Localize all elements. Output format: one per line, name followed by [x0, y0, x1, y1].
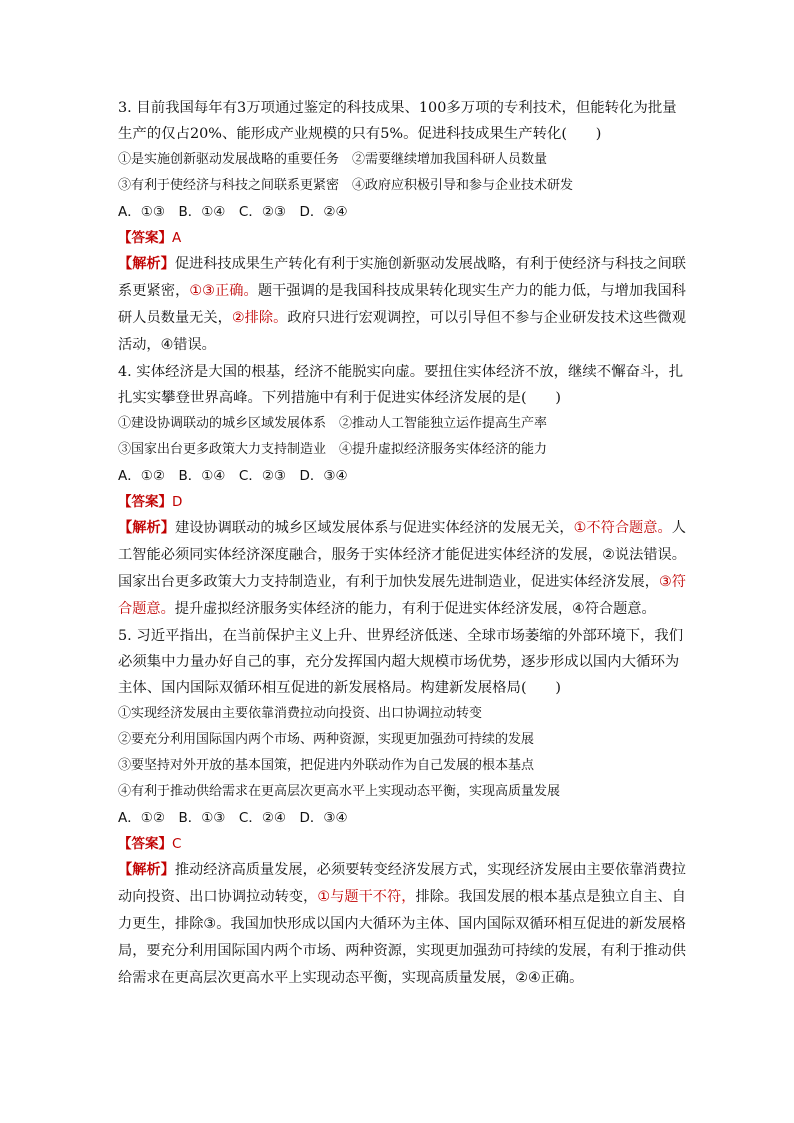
- analysis-highlight: ②排除。: [231, 310, 288, 326]
- analysis-highlight: ③符合题意。: [118, 574, 686, 617]
- analysis-text: 排除。我国发展的根本基点是独立自主、自力更生，排除③。我国加快形成以国内大循环为主体、国内国际双循环相互促进的新发展格局，要充分利用国际国内两个市场、两种资源，实现更加强劲可持续的发展，有利于推动供给需求在更高层次更高水平上实现动态平衡，实现高质量发展，②④正确。: [118, 889, 686, 986]
- analysis: [118, 251, 686, 359]
- option-line: ③有利于使经济与科技之间联系更紧密 ④政府应积极引导和参与企业技术研发: [118, 178, 574, 193]
- option-line: ①是实施创新驱动发展战略的重要任务 ②需要继续增加我国科研人员数量: [118, 152, 548, 167]
- answer-choices: A．①② B．①③ C．②④ D．③④: [118, 810, 348, 826]
- option-line: ③国家出台更多政策大力支持制造业 ④提升虚拟经济服务实体经济的能力: [118, 442, 548, 457]
- question-stem: 3. 目前我国每年有3万项通过鉴定的科技成果、100多万项的专利技术，但能转化为批量生产的仅占20%、能形成产业规模的只有5%。促进科技成果生产转化( ): [118, 100, 677, 142]
- answer-line: [118, 489, 686, 515]
- analysis-text: 推动经济高质量发展，必须要转变经济发展方式，实现经济发展由主要依靠消费拉动向投资、出口协调拉动转变，: [118, 862, 686, 905]
- analysis-text: 政府只进行宏观调控，可以引导但不参与企业研发技术这些微观活动，④错误。: [118, 310, 686, 353]
- question-stem: 5. 习近平指出，在当前保护主义上升、世界经济低迷、全球市场萎缩的外部环境下，我们必须集中力量办好自己的事，充分发挥国内超大规模市场优势，逐步形成以国内大循环为主体、国内国际双循环相互促进的新发展格局。构建新发展格局( ): [118, 628, 684, 696]
- question-4: [118, 359, 686, 623]
- answer-value: C: [172, 836, 182, 852]
- question-stem: 4. 实体经济是大国的根基，经济不能脱实向虚。要扭住实体经济不放，继续不懈奋斗，扎扎实实攀登世界高峰。下列措施中有利于促进实体经济发展的是( ): [118, 364, 684, 406]
- answer-tag: 【答案】: [118, 230, 172, 246]
- analysis-highlight: ①不符合题意。: [573, 520, 672, 536]
- analysis-text: 促进科技成果生产转化有利于实施创新驱动发展战略，有利于使经济与科技之间联系更紧密，: [118, 256, 686, 299]
- question-5: [118, 623, 686, 992]
- document-page: [118, 95, 686, 992]
- analysis-highlight: ①与题干不符，: [317, 889, 416, 905]
- analysis-text: 建设协调联动的城乡区域发展体系与促进实体经济的发展无关，: [174, 520, 574, 536]
- option-line: ①建设协调联动的城乡区域发展体系 ②推动人工智能独立运作提高生产率: [118, 416, 548, 431]
- answer-line: [118, 831, 686, 857]
- analysis-tag: 【解析】: [118, 256, 175, 272]
- answer-tag: 【答案】: [118, 836, 172, 852]
- option-line: ①实现经济发展由主要依靠消费拉动向投资、出口协调拉动转变: [118, 706, 483, 721]
- option-line: ④有利于推动供给需求在更高层次更高水平上实现动态平衡，实现高质量发展: [118, 784, 561, 799]
- analysis-text: 提升虚拟经济服务实体经济的能力，有利于促进实体经济发展，④符合题意。: [174, 601, 656, 617]
- option-line: ②要充分利用国际国内两个市场、两种资源，实现更加强劲可持续的发展: [118, 732, 535, 747]
- analysis-text: 题干强调的是我国科技成果转化现实生产力的能力低，与增加我国科研人员数量无关，: [118, 283, 686, 326]
- answer-choices: A．①② B．①④ C．②③ D．③④: [118, 468, 348, 484]
- answer-tag: 【答案】: [118, 494, 172, 510]
- analysis-text: 人工智能必须同实体经济深度融合，服务于实体经济才能促进实体经济的发展，②说法错误。国家出台更多政策大力支持制造业，有利于加快发展先进制造业，促进实体经济发展，: [118, 520, 686, 590]
- analysis-highlight: ①③正确。: [189, 283, 258, 299]
- answer-value: A: [172, 230, 182, 246]
- answer-value: D: [172, 494, 183, 510]
- analysis: [118, 857, 686, 992]
- answer-line: [118, 225, 686, 251]
- question-3: [118, 95, 686, 359]
- analysis: [118, 515, 686, 623]
- option-line: ③要坚持对外开放的基本国策，把促进内外联动作为自己发展的根本基点: [118, 758, 535, 773]
- analysis-tag: 【解析】: [118, 520, 175, 536]
- analysis-tag: 【解析】: [118, 862, 175, 878]
- answer-choices: A．①③ B．①④ C．②③ D．②④: [118, 204, 348, 220]
